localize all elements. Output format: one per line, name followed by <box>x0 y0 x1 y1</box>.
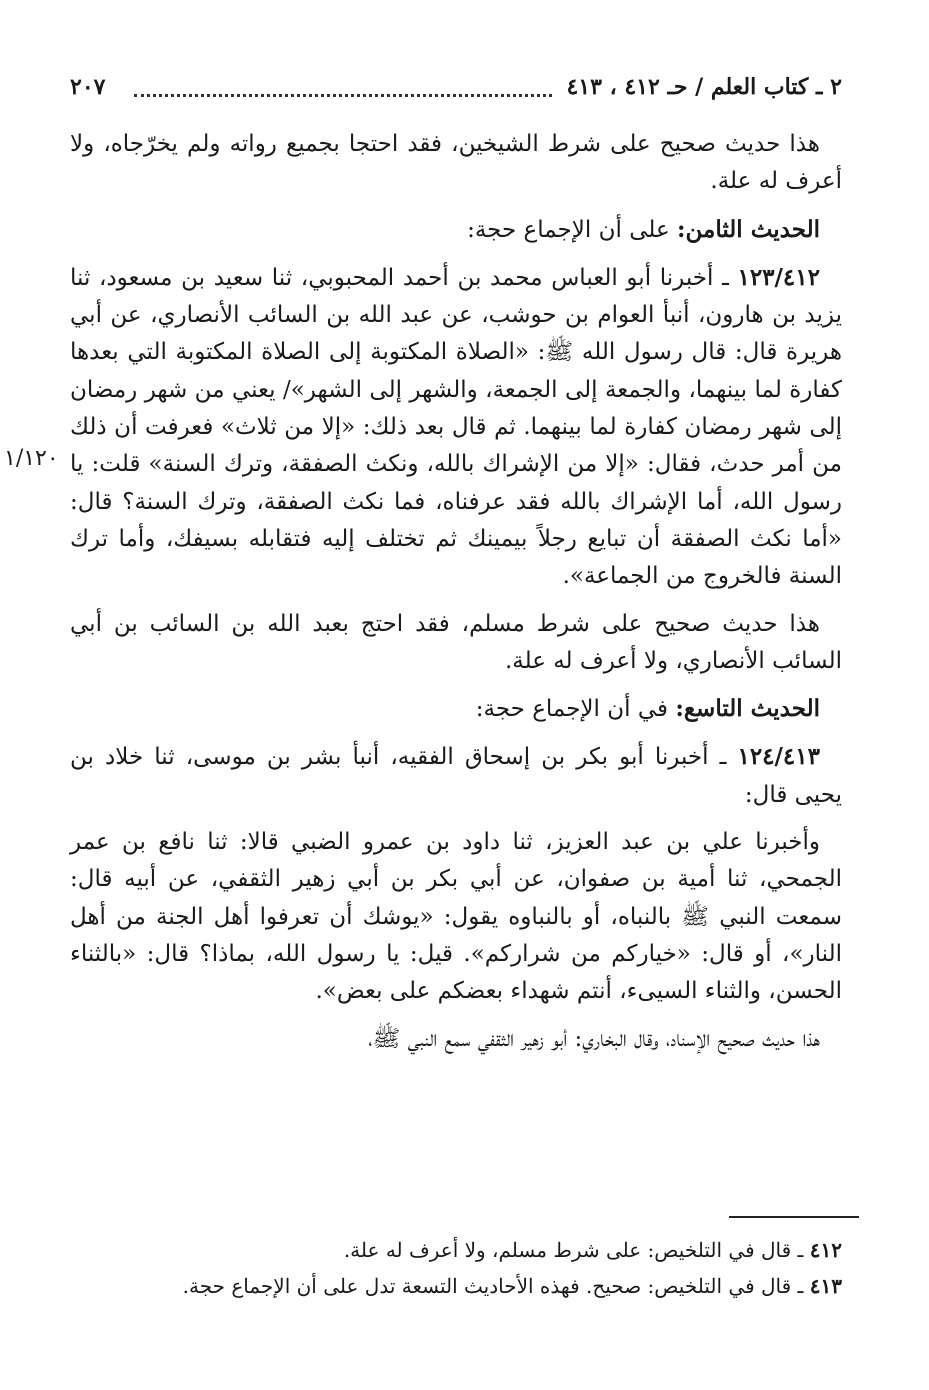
footnote-text: ـ قال في التلخيص: صحيح. فهذه الأحاديث التسعة تدل على أن الإجماع حجة. <box>182 1274 810 1298</box>
hadith-text: ـ أخبرنا أبو العباس محمد بن أحمد المحبوبي، ثنا سعيد بن مسعود، ثنا يزيد بن هارون، أنبأ العوام بن حوشب، عن عبد الله بن السائب الأنصاري، عن أبي هريرة قال: قال رسول الله ﷺ: «الصلاة المكتوبة إلى الصلاة المكتوبة التي بعدها كفارة لما بينهما، والجمعة إلى الجمعة، والشهر إلى الشهر»/ يعني من شهر رمضان إلى شهر رمضان كفارة لما بينهما. ثم قال بعد ذلك: «إلا من ثلاث» فعرفت أن ذلك من أمر حدث، فقال: «إلا من الإشراك بالله، ونكث الصفقة، وترك السنة» قلت: يا رسول الله، أما الإشراك بالله فقد عرفناه، فما نكث الصفقة، وترك السنة؟ قال: «أما نكث الصفقة أن تبايع رجلاً بيمينك ثم تختلف إليه فتقابله بسيفك، وأما ترك السنة فالخروج من الجماعة». <box>70 264 842 590</box>
hadith-8-heading <box>70 211 842 249</box>
chapter-title: ٢ ـ كتاب العلم / حـ ٤١٢ ، ٤١٣ <box>566 74 842 100</box>
leader-dots <box>134 94 552 97</box>
heading-text: في أن الإجماع حجة: <box>475 696 676 723</box>
paragraph-ali-isnad: وأخبرنا علي بن عبد العزيز، ثنا داود بن عمرو الضبي قالا: ثنا نافع بن عمر الجمحي، ثنا أمية بن صفوان، عن أبي بكر بن أبي زهير الثقفي، عن أبيه قال: سمعت النبي ﷺ بالنباه، أو بالنباوه يقول: «يوشك أن تعرفوا أهل الجنة من أهل النار»، أو قال: «خياركم من شراركم». قيل: يا رسول الله، بماذا؟ قال: «بالثناء الحسن، والثناء السيىء، أنتم شهداء بعضكم على بعض». <box>70 829 842 1005</box>
page-number: ٢٠٧ <box>70 74 106 100</box>
footnotes <box>142 1232 842 1304</box>
heading-label: الحديث الثامن: <box>677 215 820 243</box>
heading-label: الحديث التاسع: <box>675 695 820 723</box>
book-page <box>70 60 842 1360</box>
footnote-number: ٤١٣ <box>809 1274 842 1298</box>
heading-text: على أن الإجماع حجة: <box>467 216 678 243</box>
footnote-separator <box>729 1216 859 1218</box>
hadith-text: ـ أخبرنا أبو بكر بن إسحاق الفقيه، أنبأ بشر بن موسى، ثنا خلاد بن يحيى قال: <box>70 744 842 808</box>
running-header <box>70 74 842 110</box>
margin-reference: ١/١٢٠ <box>4 446 59 471</box>
footnote-number: ٤١٢ <box>809 1238 842 1262</box>
main-text <box>70 126 842 1068</box>
footnote <box>142 1232 842 1268</box>
hadith-9-heading <box>70 690 842 728</box>
paragraph-bukhari: هذا حديث صحيح الإسناد، وقال البخاري: أبو زهير الثقفي سمع النبي ﷺ، <box>368 1025 820 1052</box>
hadith-number: ١٢٣/٤١٢ <box>737 263 820 291</box>
hadith-412 <box>70 259 842 596</box>
hadith-413 <box>70 738 842 814</box>
paragraph-sahih-shaykhayn: هذا حديث صحيح على شرط الشيخين، فقد احتجا بجميع رواته ولم يخرّجاه، ولا أعرف له علة. <box>70 131 842 195</box>
paragraph-sahih-muslim: هذا حديث صحيح على شرط مسلم، فقد احتج بعبد الله بن السائب بن أبي السائب الأنصاري، ولا أعرف له علة. <box>70 610 842 674</box>
footnote <box>142 1268 842 1304</box>
footnote-text: ـ قال في التلخيص: على شرط مسلم، ولا أعرف له علة. <box>343 1238 810 1262</box>
hadith-number: ١٢٤/٤١٣ <box>737 743 820 771</box>
